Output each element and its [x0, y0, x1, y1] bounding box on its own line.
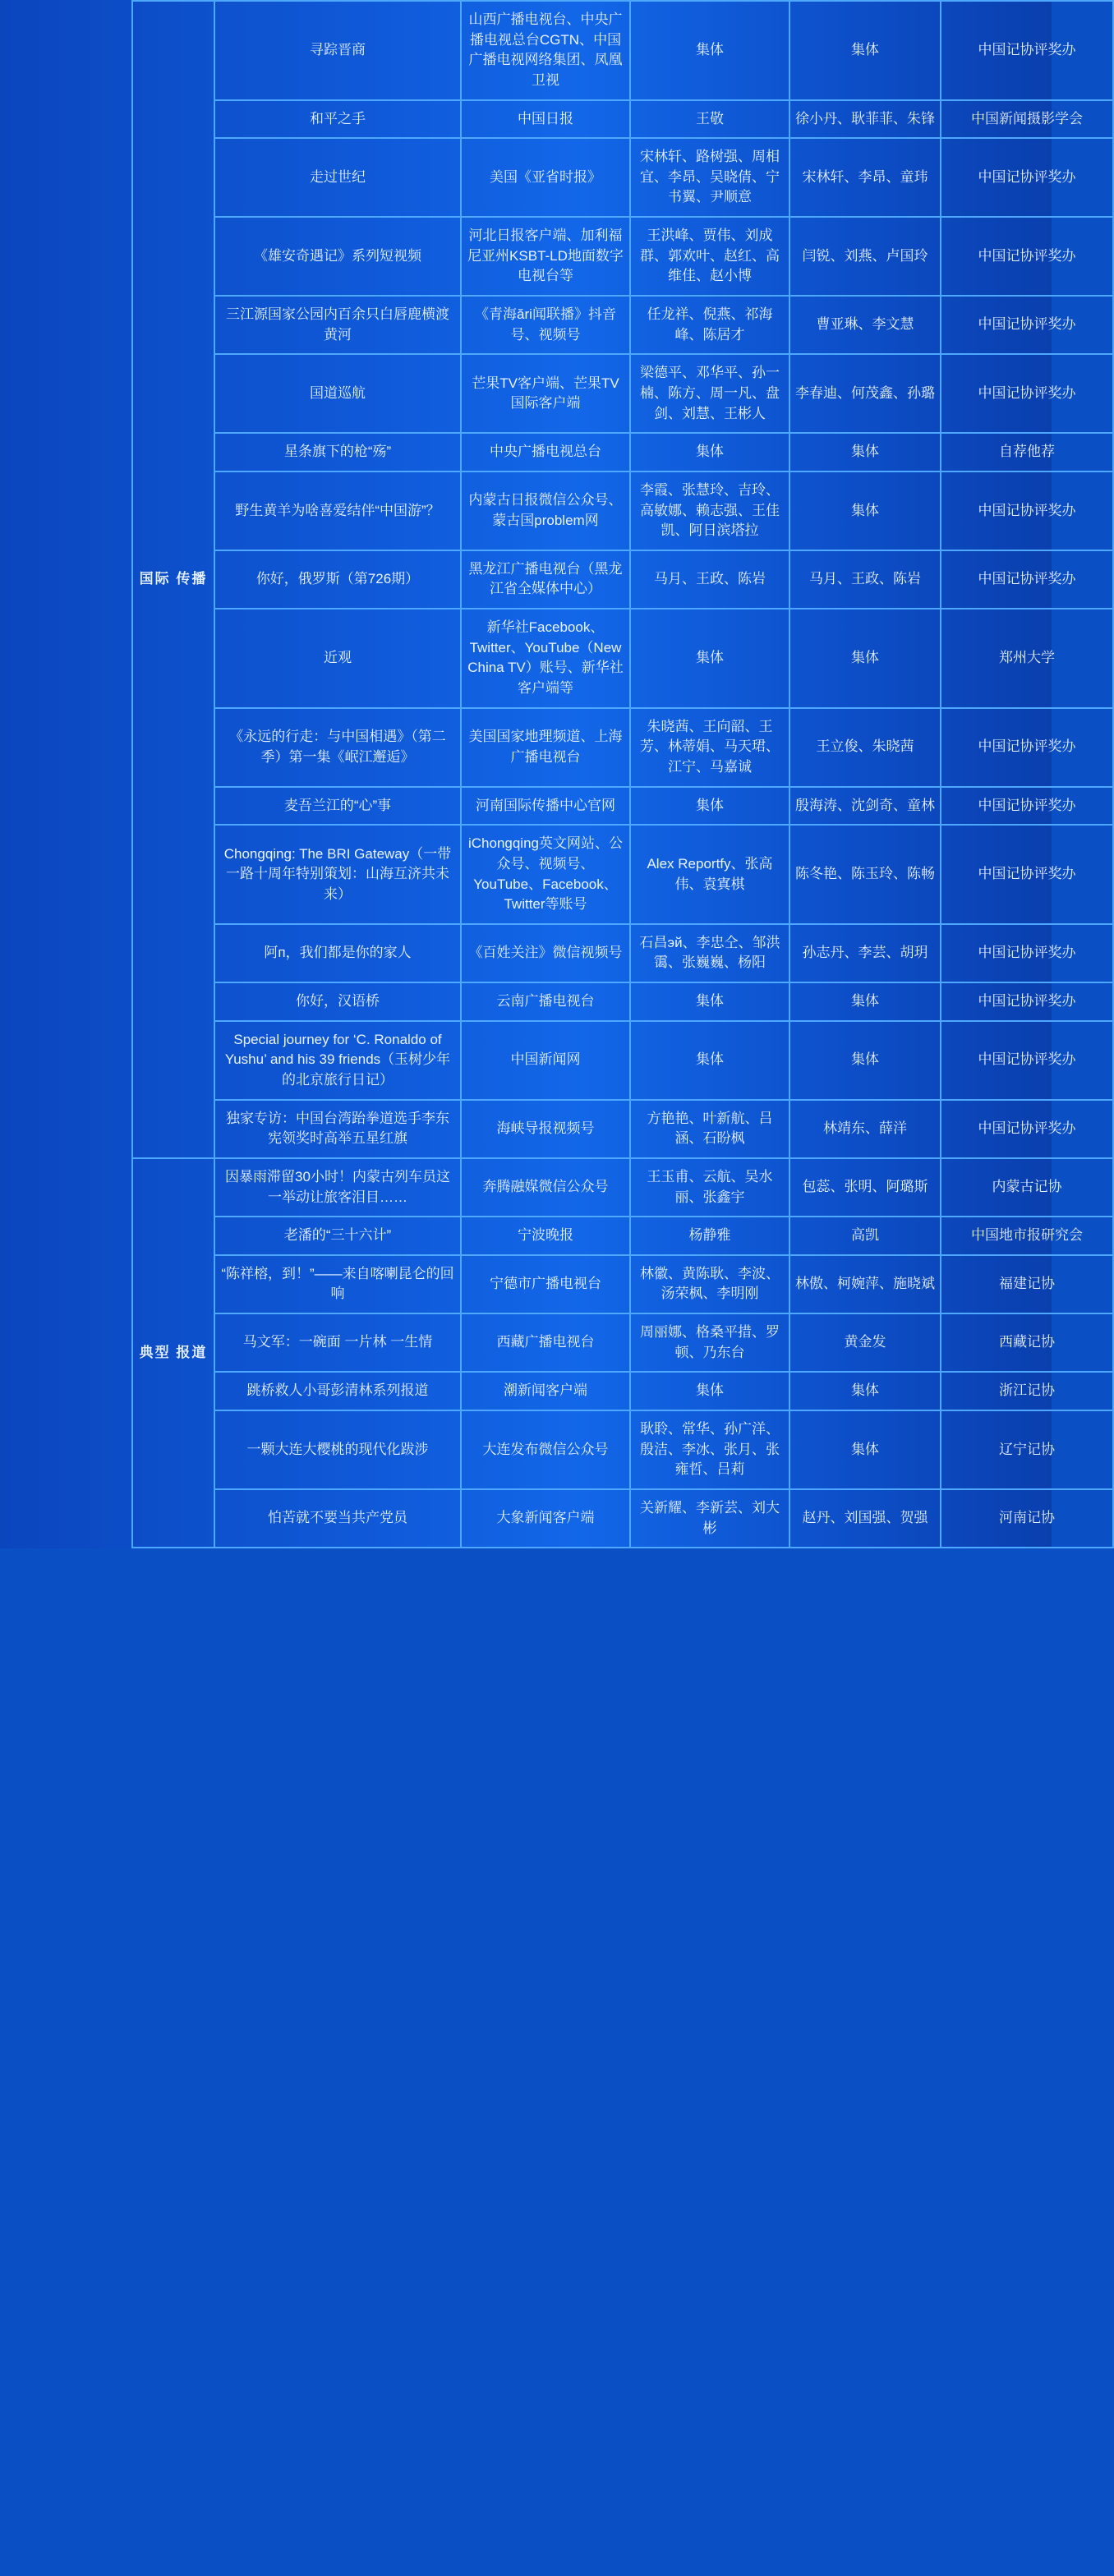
work-title: Special journey for ‘C. Ronaldo of Yushu’ and his 39 friends（玉树少年的北京旅行日记） — [214, 1021, 461, 1100]
table-row — [132, 138, 1113, 217]
recommending-body: 中国地市报研究会 — [941, 1217, 1113, 1255]
recommending-body: 中国记协评奖办 — [941, 708, 1113, 787]
contributors: 王洪峰、贾伟、刘成群、郭欢叶、赵红、高维佳、赵小博 — [630, 217, 789, 296]
recommending-body: 自荐他荐 — [941, 433, 1113, 472]
category-label: 国际 传播 — [132, 1, 214, 1158]
editors: 王立俊、朱晓茜 — [789, 708, 941, 787]
publishing-org: 云南广播电视台 — [461, 982, 630, 1021]
table-row — [132, 1255, 1113, 1313]
work-title: 和平之手 — [214, 100, 461, 139]
recommending-body: 中国新闻摄影学会 — [941, 100, 1113, 139]
publishing-org: 大连发布微信公众号 — [461, 1410, 630, 1489]
editors: 李春迪、何茂鑫、孙璐 — [789, 354, 941, 433]
table-row — [132, 708, 1113, 787]
table-row — [132, 1313, 1113, 1372]
editors: 集体 — [789, 982, 941, 1021]
contributors: 集体 — [630, 1021, 789, 1100]
editors: 闫锐、刘燕、卢国玲 — [789, 217, 941, 296]
recommending-body: 浙江记协 — [941, 1372, 1113, 1410]
recommending-body: 中国记协评奖办 — [941, 924, 1113, 982]
editors: 宋林轩、李昂、童玮 — [789, 138, 941, 217]
table-row — [132, 472, 1113, 550]
recommending-body: 福建记协 — [941, 1255, 1113, 1313]
editors: 包蕊、张明、阿璐斯 — [789, 1158, 941, 1217]
contributors: 王敬 — [630, 100, 789, 139]
editors: 集体 — [789, 1021, 941, 1100]
work-title: 因暴雨滞留30小时！内蒙古列车员这一举动让旅客泪目…… — [214, 1158, 461, 1217]
recommending-body: 西藏记协 — [941, 1313, 1113, 1372]
contributors: 集体 — [630, 982, 789, 1021]
recommending-body: 中国记协评奖办 — [941, 1100, 1113, 1158]
work-title: Chongqing: The BRI Gateway（一带一路十周年特别策划：山海互济共未来） — [214, 825, 461, 924]
publishing-org: 河北日报客户端、加利福尼亚州KSBT-LD地面数字电视台等 — [461, 217, 630, 296]
editors: 集体 — [789, 1372, 941, 1410]
table-row — [132, 296, 1113, 354]
contributors: 集体 — [630, 433, 789, 472]
table-row — [132, 825, 1113, 924]
publishing-org: 中国日报 — [461, 100, 630, 139]
work-title: 寻踪晋商 — [214, 1, 461, 100]
table-row — [132, 1489, 1113, 1548]
awards-table-body — [132, 1, 1113, 1548]
publishing-org: 西藏广播电视台 — [461, 1313, 630, 1372]
table-row — [132, 433, 1113, 472]
editors: 高凯 — [789, 1217, 941, 1255]
publishing-org: 宁德市广播电视台 — [461, 1255, 630, 1313]
contributors: 宋林轩、路树强、周相宜、李昂、吴晓倩、宁书翼、尹顺意 — [630, 138, 789, 217]
work-title: 跳桥救人小哥彭清林系列报道 — [214, 1372, 461, 1410]
awards-table — [131, 0, 1114, 1548]
contributors: 杨静雅 — [630, 1217, 789, 1255]
contributors: 任龙祥、倪燕、祁海峰、陈居才 — [630, 296, 789, 354]
recommending-body: 内蒙古记协 — [941, 1158, 1113, 1217]
publishing-org: 中央广播电视总台 — [461, 433, 630, 472]
recommending-body: 中国记协评奖办 — [941, 1, 1113, 100]
table-row — [132, 217, 1113, 296]
publishing-org: 芒果TV客户端、芒果TV国际客户端 — [461, 354, 630, 433]
table-row — [132, 1410, 1113, 1489]
work-title: 阿п，我们都是你的家人 — [214, 924, 461, 982]
publishing-org: 《百姓关注》微信视频号 — [461, 924, 630, 982]
work-title: 麦吾兰江的“心”事 — [214, 787, 461, 826]
work-title: 独家专访：中国台湾跆拳道选手李东宪领奖时高举五星红旗 — [214, 1100, 461, 1158]
table-row — [132, 550, 1113, 609]
editors: 集体 — [789, 1, 941, 100]
publishing-org: 新华社Facebook、Twitter、YouTube（New China TV）账号、新华社客户端等 — [461, 609, 630, 708]
work-title: 老潘的“三十六计” — [214, 1217, 461, 1255]
editors: 曹亚琳、李文慧 — [789, 296, 941, 354]
table-row — [132, 1217, 1113, 1255]
recommending-body: 河南记协 — [941, 1489, 1113, 1548]
contributors: 林徽、黄陈耿、李波、汤荣枫、李明刚 — [630, 1255, 789, 1313]
contributors: 马月、王政、陈岩 — [630, 550, 789, 609]
contributors: 集体 — [630, 1372, 789, 1410]
publishing-org: 美国《亚省时报》 — [461, 138, 630, 217]
table-row — [132, 1372, 1113, 1410]
recommending-body: 中国记协评奖办 — [941, 825, 1113, 924]
editors: 孙志丹、李芸、胡玥 — [789, 924, 941, 982]
editors: 林傲、柯婉萍、施晓斌 — [789, 1255, 941, 1313]
editors: 赵丹、刘国强、贺强 — [789, 1489, 941, 1548]
recommending-body: 中国记协评奖办 — [941, 138, 1113, 217]
publishing-org: 美国国家地理频道、上海广播电视台 — [461, 708, 630, 787]
table-row — [132, 1, 1113, 100]
contributors: 石昌эй、李忠仝、邹洪霭、张巍巍、杨阳 — [630, 924, 789, 982]
publishing-org: 山西广播电视台、中央广播电视总台CGTN、中国广播电视网络集团、凤凰卫视 — [461, 1, 630, 100]
contributors: 方艳艳、叶新航、吕涵、石盼枫 — [630, 1100, 789, 1158]
editors: 陈冬艳、陈玉玲、陈畅 — [789, 825, 941, 924]
work-title: 三江源国家公园内百余只白唇鹿横渡黄河 — [214, 296, 461, 354]
table-row — [132, 924, 1113, 982]
contributors: 梁德平、邓华平、孙一楠、陈方、周一凡、盘剑、刘慧、王彬人 — [630, 354, 789, 433]
publishing-org: 内蒙古日报微信公众号、蒙古国problem网 — [461, 472, 630, 550]
publishing-org: 大象新闻客户端 — [461, 1489, 630, 1548]
publishing-org: 奔腾融媒微信公众号 — [461, 1158, 630, 1217]
editors: 集体 — [789, 1410, 941, 1489]
table-row — [132, 100, 1113, 139]
editors: 集体 — [789, 472, 941, 550]
contributors: 集体 — [630, 609, 789, 708]
work-title: 野生黄羊为啥喜爱结伴“中国游”？ — [214, 472, 461, 550]
table-row — [132, 1021, 1113, 1100]
work-title: 一颗大连大樱桃的现代化跋涉 — [214, 1410, 461, 1489]
recommending-body: 中国记协评奖办 — [941, 1021, 1113, 1100]
publishing-org: 宁波晚报 — [461, 1217, 630, 1255]
work-title: 你好，俄罗斯（第726期） — [214, 550, 461, 609]
table-row — [132, 787, 1113, 826]
recommending-body: 中国记协评奖办 — [941, 354, 1113, 433]
recommending-body: 中国记协评奖办 — [941, 296, 1113, 354]
recommending-body: 中国记协评奖办 — [941, 787, 1113, 826]
publishing-org: 《青海ări闻联播》抖音号、视频号 — [461, 296, 630, 354]
recommending-body: 郑州大学 — [941, 609, 1113, 708]
publishing-org: 潮新闻客户端 — [461, 1372, 630, 1410]
category-label: 典型 报道 — [132, 1158, 214, 1548]
contributors: 朱晓茜、王向韶、王芳、林蒂娟、马天珺、江宁、马嘉诚 — [630, 708, 789, 787]
contributors: 集体 — [630, 1, 789, 100]
contributors: 王玉甫、云航、吴水丽、张鑫宇 — [630, 1158, 789, 1217]
contributors: 关新耀、李新芸、刘大彬 — [630, 1489, 789, 1548]
recommending-body: 中国记协评奖办 — [941, 550, 1113, 609]
table-row — [132, 1158, 1113, 1217]
publishing-org: iChongqing英文网站、公众号、视频号、YouTube、Facebook、Twitter等账号 — [461, 825, 630, 924]
recommending-body: 中国记协评奖办 — [941, 472, 1113, 550]
work-title: 你好，汉语桥 — [214, 982, 461, 1021]
editors: 殷海涛、沈剑奇、童林 — [789, 787, 941, 826]
work-title: 《雄安奇遇记》系列短视频 — [214, 217, 461, 296]
publishing-org: 海峡导报视频号 — [461, 1100, 630, 1158]
contributors: 耿聆、常华、孙广洋、殷洁、李冰、张月、张雍哲、吕莉 — [630, 1410, 789, 1489]
contributors: 李霞、张慧玲、吉玲、高敏娜、赖志强、王佳凯、阿日滨塔拉 — [630, 472, 789, 550]
table-row — [132, 1100, 1113, 1158]
contributors: 集体 — [630, 787, 789, 826]
work-title: 马文军：一碗面 一片林 一生情 — [214, 1313, 461, 1372]
publishing-org: 黑龙江广播电视台（黑龙江省全媒体中心） — [461, 550, 630, 609]
work-title: 星条旗下的枪“殇” — [214, 433, 461, 472]
publishing-org: 中国新闻网 — [461, 1021, 630, 1100]
recommending-body: 中国记协评奖办 — [941, 217, 1113, 296]
work-title: 《永远的行走：与中国相遇》（第二季）第一集《岷江邂逅》 — [214, 708, 461, 787]
recommending-body: 辽宁记协 — [941, 1410, 1113, 1489]
editors: 林靖东、薛洋 — [789, 1100, 941, 1158]
editors: 马月、王政、陈岩 — [789, 550, 941, 609]
editors: 黄金发 — [789, 1313, 941, 1372]
work-title: 怕苦就不要当共产党员 — [214, 1489, 461, 1548]
recommending-body: 中国记协评奖办 — [941, 982, 1113, 1021]
editors: 集体 — [789, 433, 941, 472]
work-title: 近观 — [214, 609, 461, 708]
contributors: 周丽娜、格桑平措、罗顿、乃东台 — [630, 1313, 789, 1372]
editors: 集体 — [789, 609, 941, 708]
contributors: Alex Reportfy、张高伟、袁寘棋 — [630, 825, 789, 924]
table-row — [132, 609, 1113, 708]
work-title: “陈祥榕，到！”——来自喀喇昆仑的回响 — [214, 1255, 461, 1313]
work-title: 国道巡航 — [214, 354, 461, 433]
table-row — [132, 982, 1113, 1021]
table-row — [132, 354, 1113, 433]
publishing-org: 河南国际传播中心官网 — [461, 787, 630, 826]
editors: 徐小丹、耿菲菲、朱锋 — [789, 100, 941, 139]
work-title: 走过世纪 — [214, 138, 461, 217]
